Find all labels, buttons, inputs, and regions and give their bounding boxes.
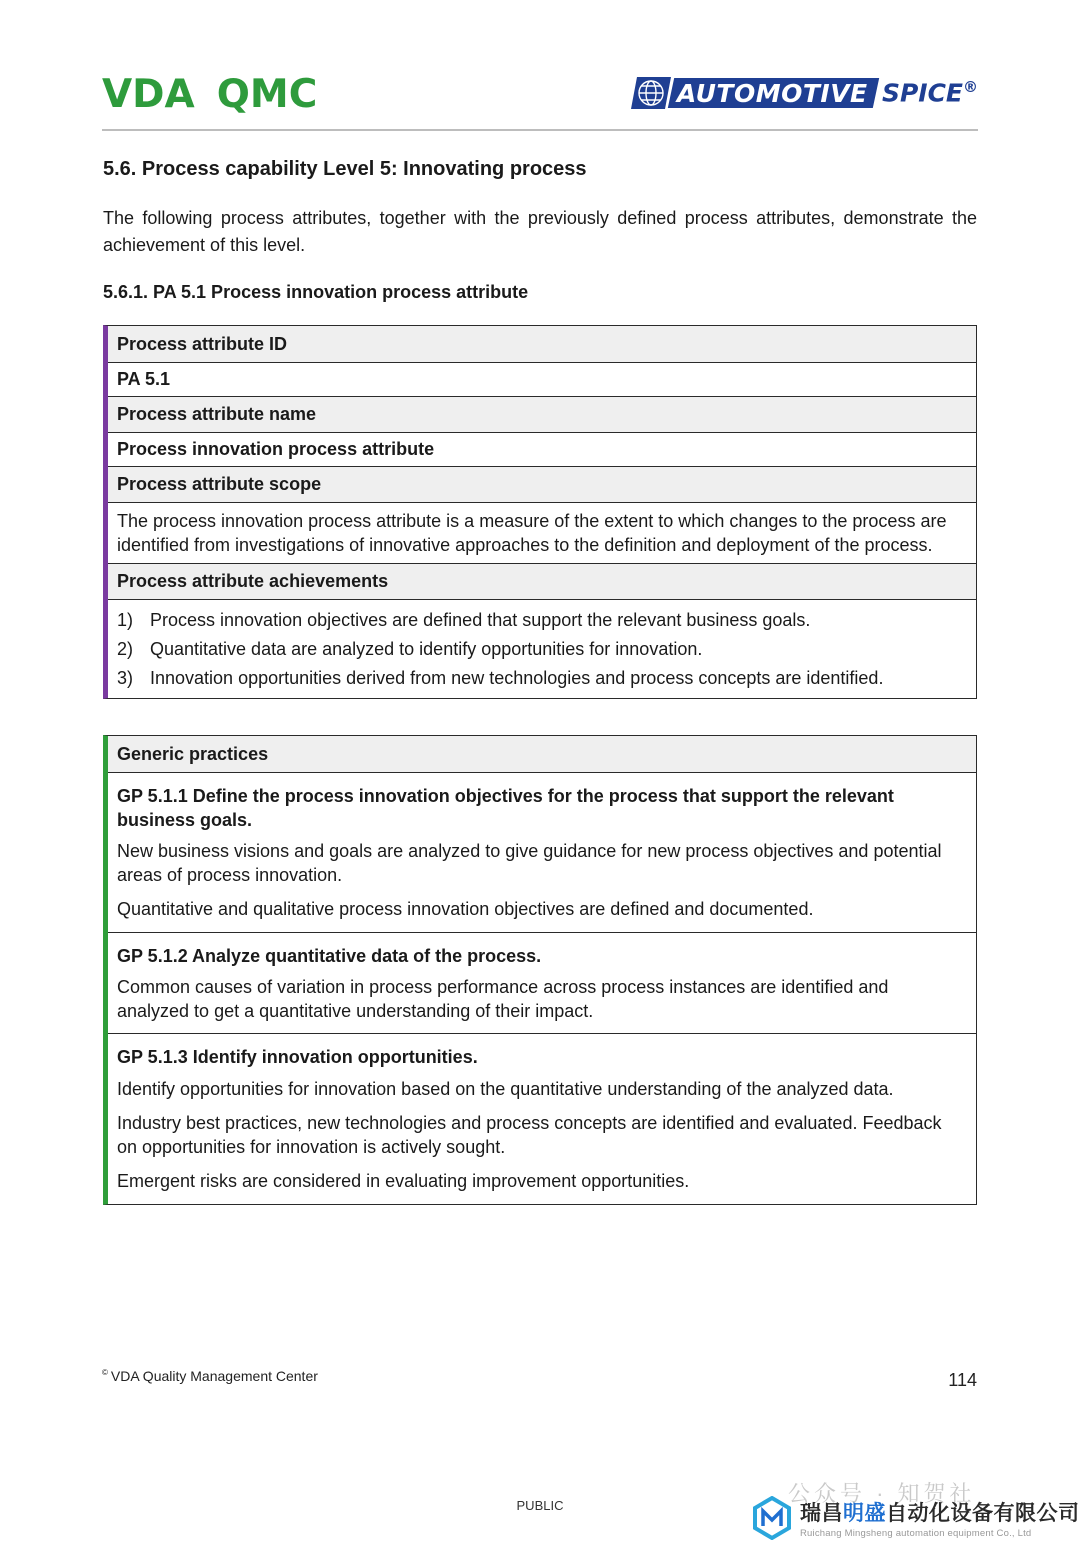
intro-paragraph: The following process attributes, together with the previously defined process attributes, demonstrate the achievement of this level. [103, 208, 977, 255]
list-item-text: Process innovation objectives are defined that support the relevant business goals. [150, 610, 811, 630]
list-item-number: 1) [117, 610, 134, 630]
achievements-list [108, 599, 976, 698]
generic-practice-gp-5-1-2 [108, 932, 976, 1034]
attribute-id-label: Process attribute ID [108, 326, 976, 362]
list-item-text: Innovation opportunities derived from new technologies and process concepts are identified. [150, 668, 884, 688]
process-attribute-table [103, 325, 977, 699]
spice-band [668, 78, 879, 108]
subsection-heading: 5.6.1. PA 5.1 Process innovation process attribute [103, 282, 529, 302]
spice-band-text: AUTOMOTIVE [677, 78, 868, 108]
copyright-mark: © [102, 1368, 108, 1378]
practice-paragraph: New business visions and goals are analyzed to give guidance for new process objectives and potential areas of process innovation. [117, 841, 942, 885]
generic-practice-gp-5-1-3 [108, 1033, 976, 1204]
practice-paragraph: Industry best practices, new technologies and process concepts are identified and evaluated. Feedback on opportunities for innovation is actively sought. [117, 1113, 942, 1157]
achievements-label: Process attribute achievements [108, 563, 976, 599]
company-name-english: Ruichang Mingsheng automation equipment Co., Ltd [800, 1528, 1032, 1539]
copyright-text: VDA Quality Management Center [110, 1368, 318, 1384]
practice-title: GP 5.1.1 Define the process innovation objectives for the process that support the relevant business goals. [117, 786, 894, 830]
generic-practice-gp-5-1-1 [108, 772, 976, 932]
page-header [102, 70, 978, 132]
section-heading: 5.6. Process capability Level 5: Innovating process [103, 158, 587, 180]
attribute-id-value: PA 5.1 [108, 362, 976, 396]
generic-practices-table [103, 735, 977, 1205]
practice-paragraph: Emergent risks are considered in evaluating improvement opportunities. [117, 1171, 690, 1191]
generic-practices-label: Generic practices [108, 736, 976, 772]
registered-mark: ® [963, 78, 978, 97]
company-logo-icon [752, 1496, 792, 1540]
list-item-number: 2) [117, 639, 134, 659]
automotive-spice-logo [631, 76, 978, 110]
watermark-text: 公众号 · 知贺社 [788, 1481, 976, 1506]
company-watermark [752, 1496, 1080, 1540]
practice-paragraph: Common causes of variation in process performance across process instances are identified and analyzed to get a quantitative understanding of their impact. [117, 977, 889, 1021]
footer-copyright [102, 1368, 318, 1384]
list-item-number: 3) [117, 668, 134, 688]
globe-icon [631, 77, 671, 109]
classification-label: PUBLIC [516, 1498, 564, 1513]
list-item [117, 664, 976, 693]
list-item [117, 606, 976, 635]
company-name: 瑞昌明盛自动化设备有限公司 [800, 1502, 1080, 1525]
attribute-scope-value: The process innovation process attribute is a measure of the extent to which changes to the process are identified from investigations of innovative approaches to the definition and deployment of the process. [108, 502, 976, 563]
practice-paragraph: Identify opportunities for innovation based on the quantitative understanding of the analyzed data. [117, 1078, 894, 1099]
attribute-name-label: Process attribute name [108, 396, 976, 432]
practice-title: GP 5.1.3 Identify innovation opportunities. [117, 1047, 478, 1067]
page-number: 114 [948, 1370, 977, 1390]
attribute-name-value: Process innovation process attribute [108, 432, 976, 466]
practice-title: GP 5.1.2 Analyze quantitative data of the process. [117, 945, 542, 966]
header-divider [102, 129, 978, 131]
practice-paragraph: Quantitative and qualitative process innovation objectives are defined and documented. [117, 899, 814, 919]
vda-logo-text: VDA [102, 72, 195, 117]
vda-qmc-logo [102, 72, 317, 117]
list-item [117, 635, 976, 664]
list-item-text: Quantitative data are analyzed to identify opportunities for innovation. [150, 639, 703, 659]
qmc-logo-text: QMC [216, 72, 318, 117]
spice-word: SPICE® [881, 78, 978, 108]
attribute-scope-label: Process attribute scope [108, 466, 976, 502]
